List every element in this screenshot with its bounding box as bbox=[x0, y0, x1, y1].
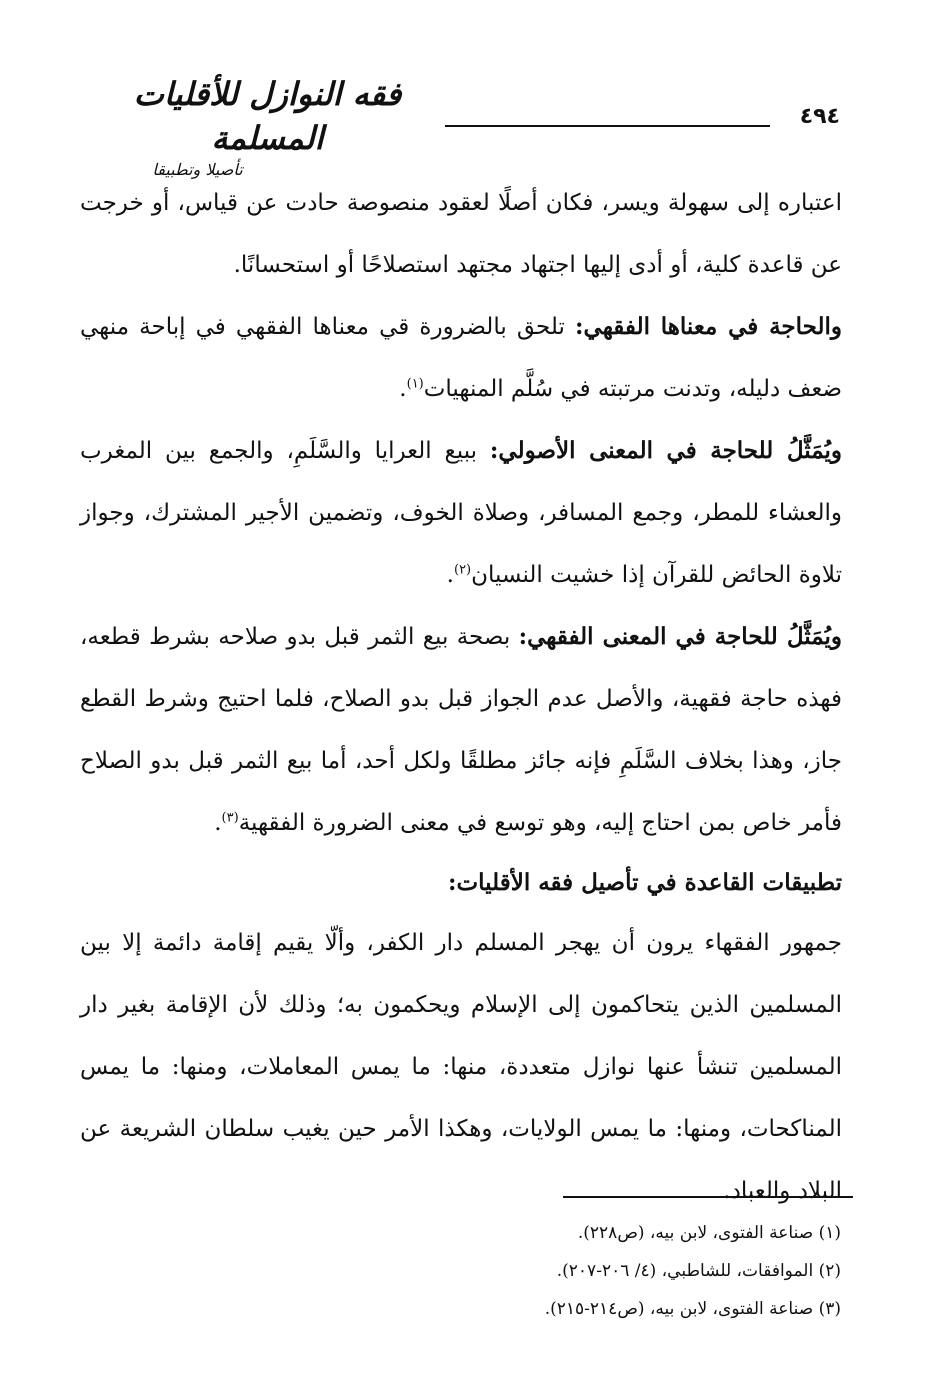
footnote: (١) صناعة الفتوى، لابن بيه، (ص٢٢٨). bbox=[577, 1223, 841, 1243]
paragraph-end: . bbox=[214, 810, 222, 836]
footnote: (٢) الموافقات، للشاطبي، (٤/ ٢٠٦-٢٠٧). bbox=[556, 1261, 841, 1281]
section-heading: تطبيقات القاعدة في تأصيل فقه الأقليات: bbox=[448, 869, 842, 896]
paragraph-end: . bbox=[399, 376, 407, 402]
footnote-ref[interactable]: (٣) bbox=[221, 810, 239, 826]
book-title-block bbox=[100, 72, 435, 180]
header-rule bbox=[445, 125, 770, 127]
paragraph bbox=[80, 420, 842, 606]
footnote-separator bbox=[563, 1196, 853, 1198]
footnote-ref[interactable]: (٢) bbox=[453, 562, 472, 578]
main-text bbox=[80, 172, 842, 1222]
paragraph-text: ببيع العرايا والسَّلَمِ، والجمع بين المغرب والعشاء للمطر، وجمع المسافر، وصلاة الخوف، وتضمين الأجير المشترك، وجواز تلاوة الحائض للقرآن إذا خشيت النسيان bbox=[80, 438, 842, 588]
paragraph-text: بصحة بيع الثمر قبل بدو صلاحه بشرط قطعه، فهذه حاجة فقهية، والأصل عدم الجواز قبل بدو الصلاح، فلما احتيج وشرط القطع جاز، وهذا بخلاف السَّلَمِ فإنه جائز مطلقًا ولكل أحد، أما بيع الثمر قبل بدو الصلاح فأمر خاص بمن احتاج إليه، وهو توسع في معنى الضرورة الفقهية bbox=[80, 624, 842, 836]
paragraph bbox=[80, 606, 842, 854]
footnote: (٣) صناعة الفتوى، لابن بيه، (ص٢١٤-٢١٥). bbox=[544, 1299, 841, 1319]
footnotes bbox=[141, 1214, 841, 1328]
paragraph-lead: والحاجة في معناها الفقهي: bbox=[575, 313, 843, 340]
page-number: ٤٩٤ bbox=[799, 104, 840, 129]
paragraph-text: تلحق بالضرورة قي معناها الفقهي في إباحة منهي ضعف دليله، وتدنت مرتبته في سُلَّم المنهيات bbox=[80, 314, 842, 402]
paragraph-end: . bbox=[446, 562, 454, 588]
paragraph-lead: ويُمَثَّلُ للحاجة في المعنى الأصولي: bbox=[489, 437, 842, 464]
paragraph bbox=[80, 296, 842, 420]
page-header bbox=[100, 72, 840, 179]
paragraph: جمهور الفقهاء يرون أن يهجر المسلم دار الكفر، وألّا يقيم إقامة دائمة إلا بين المسلمين الذين يتحاكمون إلى الإسلام ويحكمون به؛ وذلك لأن الإقامة بغير دار المسلمين تنشأ عنها نوازل متعددة، منها: ما يمس المعاملات، ومنها: ما يمس المناكحات، ومنها: ما يمس الولايات، وهكذا الأمر حين يغيب سلطان الشريعة عن البلاد والعباد. bbox=[80, 930, 842, 1204]
paragraph-lead: ويُمَثَّلُ للحاجة في المعنى الفقهي: bbox=[518, 623, 842, 650]
book-subtitle: تأصيلا وتطبيقا bbox=[152, 160, 243, 179]
book-title: فقه النوازل للأقليات المسلمة bbox=[133, 75, 402, 157]
footnote-ref[interactable]: (١) bbox=[406, 376, 424, 392]
paragraph: اعتباره إلى سهولة ويسر، فكان أصلًا لعقود منصوصة حادت عن قياس، أو خرجت عن قاعدة كلية، أو أدى إليها اجتهاد مجتهد استصلاحًا أو استحسانًا. bbox=[80, 190, 842, 278]
